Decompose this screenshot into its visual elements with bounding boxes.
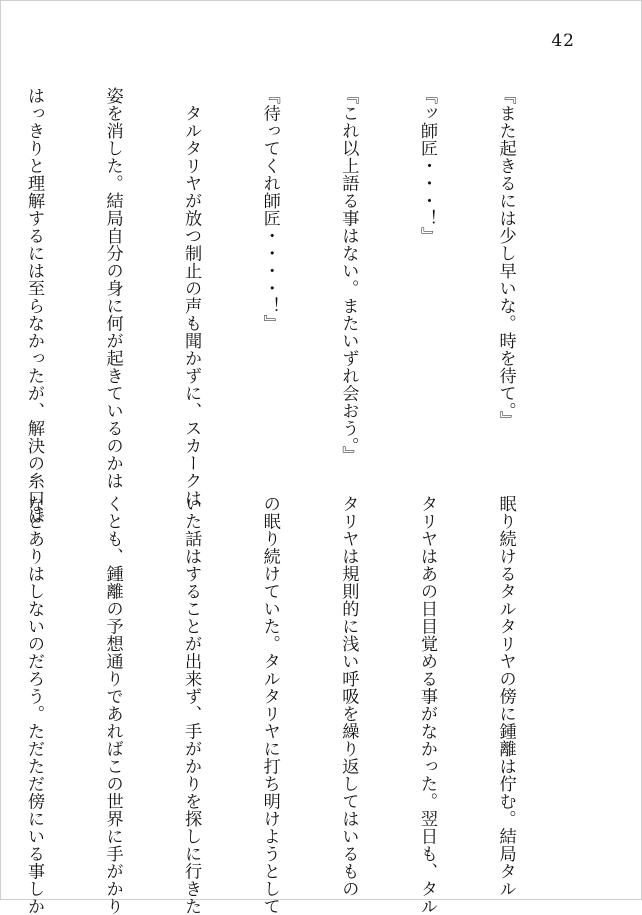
text-line: などありはしないのだろう。ただただ傍にいる事しか bbox=[23, 495, 44, 915]
text-line: 『これ以上語る事はない。またいずれ会おう。』 bbox=[338, 87, 359, 464]
text-line: 『ッ師匠・・・！』 bbox=[416, 87, 437, 245]
lower-text-block bbox=[0, 495, 571, 915]
page-number: 42 bbox=[551, 31, 575, 51]
text-line: の眠り続けていた。タルタリヤに打ち明けようとして bbox=[259, 495, 280, 915]
text-line: 『また起きるには少し早いな。時を待て。』 bbox=[495, 87, 516, 429]
upper-text-block bbox=[0, 87, 571, 525]
text-line: 眠り続けるタルタリヤの傍に鍾離は佇む。結局タル bbox=[495, 495, 516, 898]
text-line: タリヤは規則的に浅い呼吸を繰り返してはいるもの bbox=[338, 495, 359, 898]
text-line: くとも、鍾離の予想通りであればこの世界に手がかり bbox=[102, 495, 123, 915]
text-line: タルタリヤが放つ制止の声も聞かずに、スカークは bbox=[181, 87, 202, 507]
text-line: 『待ってくれ師匠・・・・！』 bbox=[259, 87, 280, 332]
text-line: タリヤはあの日目覚める事がなかった。翌日も、タル bbox=[416, 495, 437, 915]
text-line: 姿を消した。結局自分の身に何が起きているのかは bbox=[102, 87, 123, 490]
text-line: はっきりと理解するには至らなかったが、解決の糸口は bbox=[23, 87, 44, 525]
text-line: いた話はすることが出来ず、手がかりを探しに行きた bbox=[181, 495, 202, 915]
